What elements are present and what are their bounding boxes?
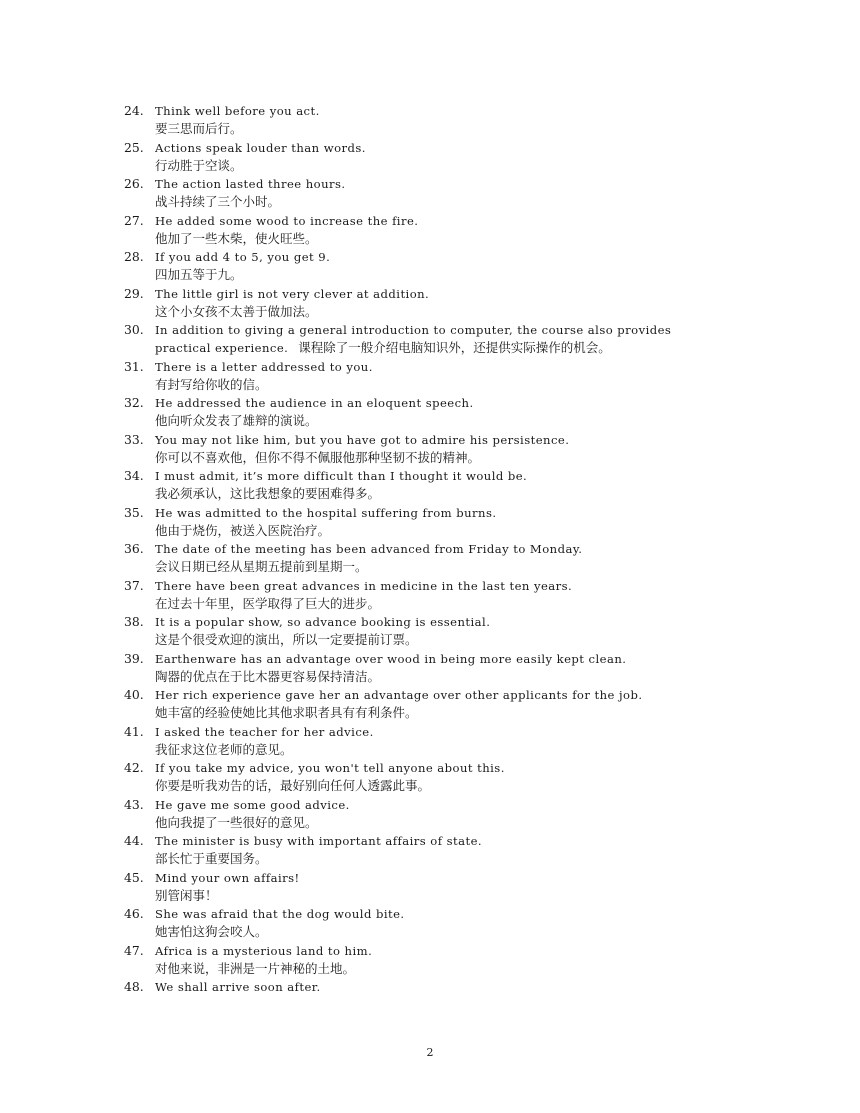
chinese-translation: 部长忙于重要国务。	[155, 851, 268, 867]
list-item	[124, 467, 744, 504]
item-number: 46.	[124, 906, 144, 921]
chinese-translation: 会议日期已经从星期五提前到星期一。	[155, 559, 368, 575]
english-sentence: The little girl is not very clever at addition.	[155, 286, 430, 301]
list-item	[124, 723, 744, 760]
chinese-translation: 他向听众发表了雄辩的演说。	[155, 413, 318, 429]
chinese-translation: 对他来说，非洲是一片神秘的土地。	[155, 960, 356, 976]
chinese-translation: 别管闲事！	[155, 887, 218, 903]
list-item	[124, 139, 744, 176]
item-number: 47.	[124, 942, 144, 958]
sentence-list	[124, 102, 744, 996]
english-sentence: The date of the meeting has been advanced from Friday to Monday.	[155, 542, 583, 556]
chinese-translation: 有封写给你收的信。	[155, 376, 268, 392]
list-item	[124, 942, 744, 979]
english-sentence: Actions speak louder than words.	[155, 140, 366, 155]
list-item	[124, 431, 744, 468]
list-item	[124, 686, 744, 723]
page-number: 2	[426, 1046, 434, 1059]
list-item	[124, 175, 744, 212]
item-number: 27.	[124, 212, 144, 228]
item-number: 32.	[124, 395, 144, 410]
list-item	[124, 869, 744, 906]
item-number: 36.	[124, 541, 144, 556]
item-number: 35.	[124, 504, 144, 520]
english-sentence: It is a popular show, so advance booking is essential.	[155, 615, 491, 629]
english-sentence: You may not like him, but you have got to admire his persistence.	[155, 432, 570, 447]
list-item	[124, 358, 744, 395]
item-number: 39.	[124, 650, 144, 666]
list-item	[124, 759, 744, 796]
chinese-translation: 你可以不喜欢他，但你不得不佩服他那种坚韧不拔的精神。	[155, 449, 481, 465]
english-sentence-continued: practical experience.	[155, 341, 289, 356]
item-number: 25.	[124, 139, 144, 155]
item-number: 40.	[124, 687, 144, 702]
chinese-translation: 行动胜于空谈。	[155, 157, 243, 173]
item-number: 26.	[124, 176, 144, 191]
item-number: 42.	[124, 760, 144, 775]
list-item	[124, 650, 744, 687]
item-number: 37.	[124, 577, 144, 593]
english-sentence: We shall arrive soon after.	[155, 980, 321, 994]
english-sentence: Africa is a mysterious land to him.	[155, 943, 373, 958]
list-item	[124, 796, 744, 833]
chinese-translation: 陶器的优点在于比木器更容易保持清洁。	[155, 668, 381, 684]
list-item	[124, 285, 744, 322]
english-sentence: I asked the teacher for her advice.	[155, 724, 374, 739]
chinese-translation: 这个小女孩不太善于做加法。	[155, 303, 318, 319]
item-number: 29.	[124, 285, 144, 301]
chinese-translation: 你要是听我劝告的话，最好别向任何人透露此事。	[155, 778, 431, 794]
item-number: 34.	[124, 468, 144, 483]
chinese-translation: 课程除了一般介绍电脑知识外，还提供实际操作的机会。	[298, 340, 611, 356]
english-sentence: In addition to giving a general introduction to computer, the course also provides	[155, 323, 672, 337]
english-sentence: The minister is busy with important affairs of state.	[155, 834, 483, 848]
item-number: 41.	[124, 723, 144, 739]
english-sentence: The action lasted three hours.	[155, 177, 346, 191]
chinese-translation: 我征求这位老师的意见。	[155, 741, 293, 757]
item-number: 28.	[124, 249, 144, 264]
english-sentence: There have been great advances in medicine in the last ten years.	[155, 578, 573, 593]
item-number: 45.	[124, 869, 144, 885]
english-sentence: Mind your own affairs!	[155, 870, 300, 885]
chinese-translation: 在过去十年里，医学取得了巨大的进步。	[155, 595, 381, 611]
english-sentence: Earthenware has an advantage over wood in being more easily kept clean.	[155, 651, 627, 666]
english-sentence: She was afraid that the dog would bite.	[155, 907, 405, 921]
list-item	[124, 613, 744, 650]
continuation-line	[155, 339, 744, 357]
english-sentence: Think well before you act.	[155, 104, 320, 118]
list-item	[124, 577, 744, 614]
chinese-translation: 四加五等于九。	[155, 267, 243, 283]
list-item	[124, 905, 744, 942]
chinese-translation: 他向我提了一些很好的意见。	[155, 814, 318, 830]
english-sentence: If you take my advice, you won't tell anyone about this.	[155, 761, 505, 775]
chinese-translation: 我必须承认，这比我想象的要困难得多。	[155, 486, 381, 502]
chinese-translation: 他加了一些木柴，使火旺些。	[155, 230, 318, 246]
english-sentence: I must admit, it’s more difficult than I thought it would be.	[155, 469, 528, 483]
item-number: 48.	[124, 979, 144, 994]
english-sentence: He added some wood to increase the fire.	[155, 213, 419, 228]
english-sentence: He was admitted to the hospital suffering from burns.	[155, 505, 497, 520]
chinese-translation: 要三思而后行。	[155, 121, 243, 137]
chinese-translation: 他由于烧伤，被送入医院治疗。	[155, 522, 331, 538]
list-item	[124, 394, 744, 431]
list-item	[124, 248, 744, 285]
english-sentence: He addressed the audience in an eloquent speech.	[155, 396, 474, 410]
english-sentence: Her rich experience gave her an advantage over other applicants for the job.	[155, 688, 643, 702]
item-number: 30.	[124, 322, 144, 337]
item-number: 43.	[124, 796, 144, 812]
list-item	[124, 540, 744, 577]
chinese-translation: 她害怕这狗会咬人。	[155, 924, 268, 940]
chinese-translation: 战斗持续了三个小时。	[155, 194, 281, 210]
item-number: 33.	[124, 431, 144, 447]
list-item	[124, 102, 744, 139]
list-item	[124, 212, 744, 249]
list-item	[124, 978, 744, 996]
chinese-translation: 这是个很受欢迎的演出，所以一定要提前订票。	[155, 632, 418, 648]
chinese-translation: 她丰富的经验使她比其他求职者具有有利条件。	[155, 705, 418, 721]
list-item	[124, 504, 744, 541]
english-sentence: He gave me some good advice.	[155, 797, 350, 812]
list-item	[124, 321, 744, 358]
english-sentence: If you add 4 to 5, you get 9.	[155, 250, 331, 264]
english-sentence: There is a letter addressed to you.	[155, 359, 373, 374]
item-number: 38.	[124, 614, 144, 629]
list-item	[124, 832, 744, 869]
item-number: 44.	[124, 833, 144, 848]
item-number: 31.	[124, 358, 144, 374]
item-number: 24.	[124, 103, 144, 118]
